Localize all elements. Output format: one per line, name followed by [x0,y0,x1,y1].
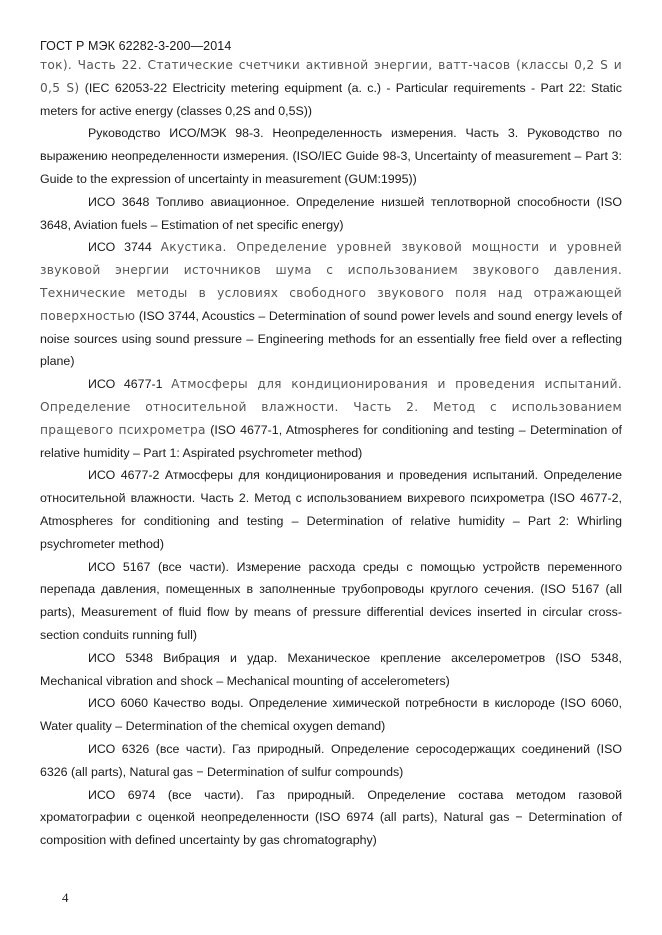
paragraph-text-ru: Акустика. Определение уровней звуковой мощности и уровней звуковой энергии источников шума с использованием звукового давления. Технические методы в условиях свободного звукового поля над отражающей поверхностью [40,240,622,323]
document-body [40,54,622,852]
paragraph-iso-5167 [40,556,622,647]
paragraph-text-ru: Атмосферы для кондиционирования и проведения испытаний. Определение относительной влажности. Часть 2. Метод с использованием пращевого психрометра [40,377,622,437]
paragraph-code: ИСО 3744 [88,240,161,255]
paragraph-text-en: (ISO 4677-1, Atmospheres for conditioning and testing – Determination of relative humidity – Part 1: Aspirated psychrometer method) [40,422,622,460]
paragraph-text: ИСО 5348 Вибрация и удар. Механическое крепление акселерометров (ISO 5348, Mechanical vibration and shock – Mechanical mounting of accelerometers) [40,650,622,688]
page-number: 4 [62,890,69,905]
paragraph-iso-4677-1 [40,373,622,464]
paragraph-iso-iec-guide-98-3 [40,122,622,190]
document-header: ГОСТ Р МЭК 62282-3-200—2014 [40,39,232,53]
paragraph-iec-62053-22 [40,54,622,122]
paragraph-text: ИСО 3648 Топливо авиационное. Определение низшей теплотворной способности (ISO 3648, Aviation fuels – Estimation of net specific energy) [40,194,622,232]
paragraph-iso-6974 [40,784,622,852]
paragraph-text-ru: ток). Часть 22. Статические счетчики активной энергии, ватт-часов (классы 0,2 S и 0,5 S) [40,58,622,95]
paragraph-text: ИСО 6060 Качество воды. Определение химической потребности в кислороде (ISO 6060, Water quality – Determination of the chemical oxygen demand) [40,696,622,734]
paragraph-text-en: (ISO 3744, Acoustics – Determination of sound power levels and sound energy levels of noise sources using sound pressure – Engineering methods for an essentially free field over a reflecting plane) [40,308,622,369]
paragraph-iso-4677-2 [40,464,622,555]
paragraph-iso-5348 [40,647,622,693]
paragraph-text: ИСО 5167 (все части). Измерение расхода среды с помощью устройств переменного перепада давления, помещенных в заполненные трубопроводы круглого сечения. (ISO 5167 (all parts), Measurement of fluid flow by means of pressure differential devices inserted in circular cross-section conduits running full) [40,559,622,642]
paragraph-iso-6060 [40,692,622,738]
paragraph-iso-3744 [40,236,622,373]
paragraph-iso-6326 [40,738,622,784]
paragraph-text: ИСО 6326 (все части). Газ природный. Определение серосодержащих соединений (ISO 6326 (all parts), Natural gas − Determination of sulfur compounds) [40,741,622,779]
paragraph-text: ИСО 6974 (все части). Газ природный. Определение состава методом газовой хроматографии с оценкой неопределенности (ISO 6974 (all parts), Natural gas − Determination of composition with defined uncertainty by gas chromatography) [40,787,622,848]
paragraph-iso-3648 [40,191,622,237]
paragraph-text: ИСО 4677-2 Атмосферы для кондиционирования и проведения испытаний. Определение относительной влажности. Часть 2. Метод с использованием вихревого психрометра (ISO 4677-2, Atmospheres for conditioning and testing – Determination of relative humidity – Part 2: Whirling psychrometer method) [40,468,622,551]
paragraph-code: ИСО 4677-1 [88,377,172,392]
paragraph-text: Руководство ИСО/МЭК 98-3. Неопределенность измерения. Часть 3. Руководство по выражению неопределенности измерения. (ISO/IEC Guide 98-3, Uncertainty of measurement – Part 3: Guide to the expression of uncertainty in measurement (GUM:1995)) [40,126,622,186]
paragraph-text-en: (IEC 62053-22 Electricity metering equipment (a. c.) - Particular requirements - Part 22: Static meters for active energy (classes 0,2S and 0,5S)) [40,80,622,118]
